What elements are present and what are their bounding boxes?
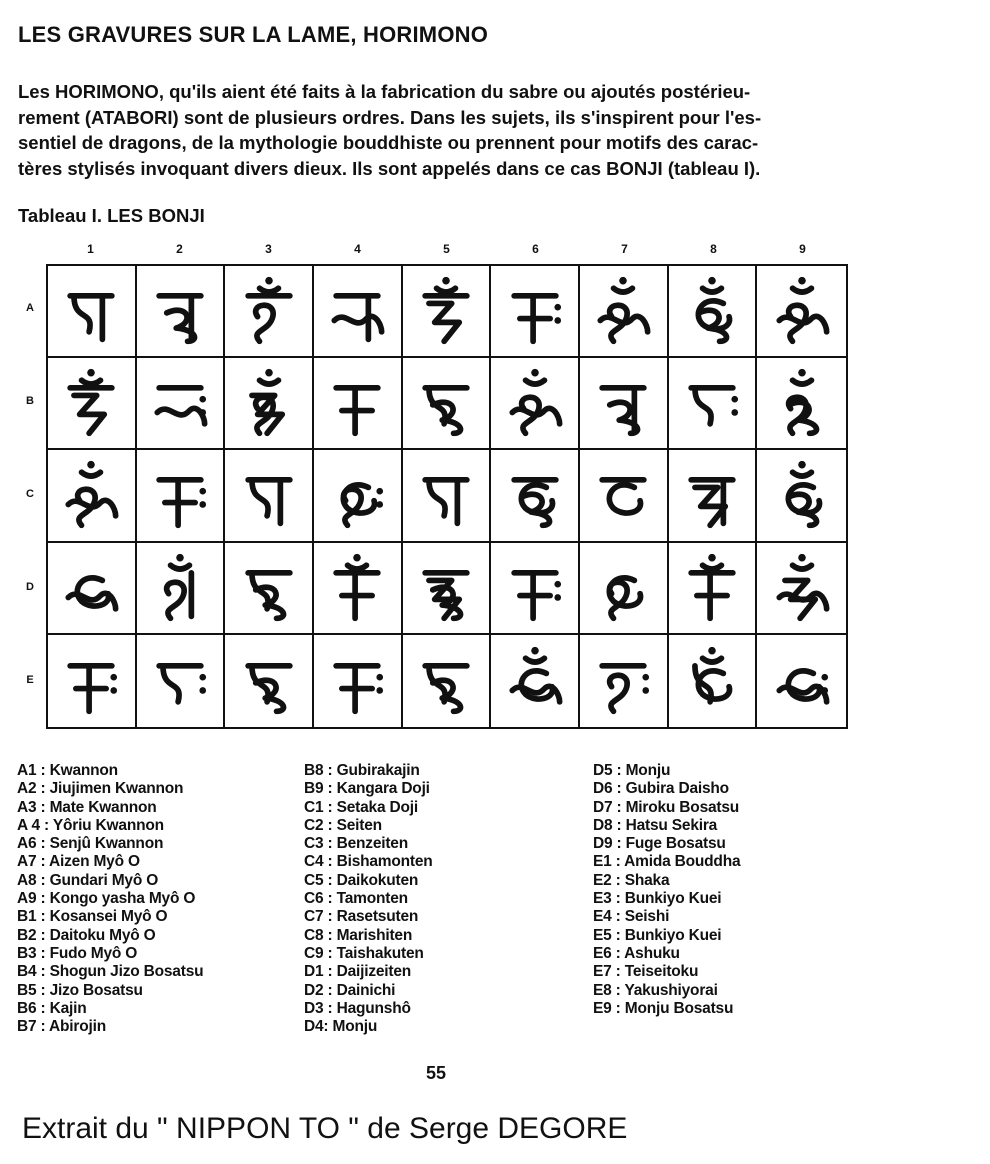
bonji-glyph-icon [237, 552, 301, 624]
bonji-cell-B5 [403, 358, 492, 450]
legend-entry: A2 : Jiujimen Kwannon [17, 780, 184, 798]
legend-entry: B1 : Kosansei Myô O [17, 908, 168, 926]
row-label: E [26, 674, 34, 686]
page-number: 55 [426, 1063, 447, 1083]
bonji-glyph-icon [503, 275, 567, 347]
bonji-glyph-icon [591, 459, 655, 531]
bonji-cell-A1 [48, 266, 137, 358]
column-label: 1 [87, 242, 94, 256]
bonji-cell-B1 [48, 358, 137, 450]
bonji-glyph-icon [414, 645, 478, 717]
bonji-cell-D6 [491, 543, 580, 635]
bonji-glyph-icon [680, 275, 744, 347]
bonji-glyph-icon [237, 367, 301, 439]
bonji-glyph-icon [237, 459, 301, 531]
bonji-glyph-icon [414, 275, 478, 347]
bonji-cell-D1 [48, 543, 137, 635]
bonji-cell-E6 [491, 635, 580, 727]
column-label: 5 [443, 242, 450, 256]
bonji-glyph-icon [591, 367, 655, 439]
bonji-glyph-icon [770, 367, 834, 439]
legend-column [593, 762, 740, 1018]
legend-entry: C3 : Benzeiten [304, 835, 408, 853]
bonji-glyph-icon [414, 552, 478, 624]
bonji-cell-E4 [314, 635, 403, 727]
legend-entry: B4 : Shogun Jizo Bosatsu [17, 963, 204, 981]
bonji-cell-B9 [757, 358, 846, 450]
legend-entry: D2 : Dainichi [304, 981, 396, 999]
bonji-glyph-icon [770, 645, 834, 717]
legend-entry: B9 : Kangara Doji [304, 780, 430, 798]
legend-entry: C7 : Rasetsuten [304, 908, 419, 926]
legend-entry: E8 : Yakushiyorai [593, 981, 718, 999]
legend-entry: E6 : Ashuku [593, 944, 680, 962]
bonji-cell-D7 [580, 543, 669, 635]
legend-entry: C5 : Daikokuten [304, 871, 419, 889]
bonji-cell-C2 [137, 450, 226, 542]
bonji-glyph-icon [680, 459, 744, 531]
bonji-glyph-icon [148, 367, 212, 439]
legend-entry: D3 : Hagunshô [304, 999, 411, 1017]
bonji-cell-C9 [757, 450, 846, 542]
legend-entry: C2 : Seiten [304, 816, 382, 834]
column-label: 9 [799, 242, 806, 256]
bonji-glyph-icon [59, 645, 123, 717]
bonji-cell-A9 [757, 266, 846, 358]
legend-entry: D4: Monju [304, 1018, 378, 1036]
column-label: 2 [176, 242, 183, 256]
bonji-cell-D2 [137, 543, 226, 635]
bonji-cell-D9 [757, 543, 846, 635]
legend-entry: D9 : Fuge Bosatsu [593, 835, 726, 853]
legend-entry: C8 : Marishiten [304, 926, 413, 944]
legend-entry: B8 : Gubirakajin [304, 762, 420, 779]
bonji-glyph-icon [680, 645, 744, 717]
bonji-glyph-icon [148, 459, 212, 531]
legend-entry: B2 : Daitoku Myô O [17, 926, 156, 944]
row-label: C [26, 488, 34, 500]
bonji-cell-D4 [314, 543, 403, 635]
bonji-glyph-icon [59, 275, 123, 347]
bonji-cell-D3 [225, 543, 314, 635]
legend-entry: D5 : Monju [593, 762, 671, 779]
legend-entry: E4 : Seishi [593, 908, 670, 926]
bonji-cell-C7 [580, 450, 669, 542]
bonji-glyph-icon [325, 645, 389, 717]
legend-entry: C1 : Setaka Doji [304, 798, 418, 816]
bonji-glyph-icon [770, 459, 834, 531]
row-label: A [26, 302, 34, 314]
column-label: 6 [532, 242, 539, 256]
legend-entry: C4 : Bishamonten [304, 853, 433, 871]
bonji-glyph-icon [770, 552, 834, 624]
bonji-cell-C1 [48, 450, 137, 542]
intro-line: tères stylisés invoquant divers dieux. Ils sont appelés dans ce cas BONJI (tableau I). [18, 157, 761, 179]
bonji-glyph-icon [414, 367, 478, 439]
intro-paragraph [18, 79, 863, 181]
bonji-glyph-icon [237, 275, 301, 347]
bonji-glyph-icon [237, 645, 301, 717]
bonji-cell-C3 [225, 450, 314, 542]
bonji-cell-C4 [314, 450, 403, 542]
bonji-glyph-icon [148, 275, 212, 347]
legend-entry: E7 : Teiseitoku [593, 963, 699, 981]
bonji-glyph-icon [59, 367, 123, 439]
bonji-cell-D5 [403, 543, 492, 635]
bonji-table [46, 264, 848, 729]
legend-entry: D6 : Gubira Daisho [593, 780, 729, 798]
page-title: LES GRAVURES SUR LA LAME, HORIMONO [18, 22, 489, 47]
row-label: B [26, 395, 34, 407]
bonji-cell-B4 [314, 358, 403, 450]
legend-entry: A9 : Kongo yasha Myô O [17, 890, 196, 908]
legend-entry: B6 : Kajin [17, 999, 87, 1017]
bonji-glyph-icon [414, 459, 478, 531]
bonji-glyph-icon [59, 459, 123, 531]
column-label: 7 [621, 242, 628, 256]
bonji-glyph-icon [680, 552, 744, 624]
bonji-cell-A3 [225, 266, 314, 358]
bonji-cell-C8 [669, 450, 758, 542]
row-label: D [26, 581, 34, 593]
bonji-glyph-icon [148, 645, 212, 717]
legend-entry: C9 : Taishakuten [304, 944, 424, 962]
legend-entry: A8 : Gundari Myô O [17, 871, 159, 889]
bonji-glyph-icon [591, 275, 655, 347]
bonji-cell-D8 [669, 543, 758, 635]
column-label: 8 [710, 242, 717, 256]
legend-column [17, 762, 203, 1036]
intro-line: rement (ATABORI) sont de plusieurs ordres. Dans les sujets, ils s'inspirent pour l'es- [18, 106, 762, 128]
source-credit: Extrait du " NIPPON TO " de Serge DEGORE [22, 1112, 628, 1145]
bonji-glyph-icon [503, 367, 567, 439]
bonji-glyph-icon [591, 645, 655, 717]
bonji-cell-A8 [669, 266, 758, 358]
bonji-cell-E8 [669, 635, 758, 727]
intro-line: Les HORIMONO, qu'ils aient été faits à la fabrication du sabre ou ajoutés postérieu- [18, 81, 751, 102]
bonji-cell-C6 [491, 450, 580, 542]
legend-entry: A7 : Aizen Myô O [17, 853, 140, 871]
legend-entry: D8 : Hatsu Sekira [593, 816, 718, 834]
bonji-glyph-icon [680, 367, 744, 439]
bonji-cell-E2 [137, 635, 226, 727]
legend-entry: E1 : Amida Bouddha [593, 853, 741, 871]
bonji-cell-A2 [137, 266, 226, 358]
legend-entry: D7 : Miroku Bosatsu [593, 798, 740, 816]
legend-entry: D1 : Daijizeiten [304, 963, 412, 981]
legend-entry: E2 : Shaka [593, 871, 670, 889]
legend-entry: B7 : Abirojin [17, 1018, 106, 1036]
bonji-glyph-icon [325, 275, 389, 347]
bonji-glyph-icon [325, 367, 389, 439]
bonji-glyph-icon [325, 459, 389, 531]
column-label: 3 [265, 242, 272, 256]
legend-entry: B3 : Fudo Myô O [17, 944, 138, 962]
bonji-glyph-icon [503, 645, 567, 717]
bonji-glyph-icon [503, 552, 567, 624]
bonji-cell-B6 [491, 358, 580, 450]
legend-column [304, 762, 433, 1036]
legend-entry: A3 : Mate Kwannon [17, 798, 157, 816]
legend-entry: C6 : Tamonten [304, 890, 408, 908]
bonji-cell-A5 [403, 266, 492, 358]
bonji-cell-C5 [403, 450, 492, 542]
legend-entry: A1 : Kwannon [17, 762, 118, 779]
bonji-cell-A7 [580, 266, 669, 358]
legend-entry: E5 : Bunkiyo Kuei [593, 926, 722, 944]
bonji-cell-E3 [225, 635, 314, 727]
table-title: Tableau I. LES BONJI [18, 205, 205, 226]
bonji-glyph-icon [591, 552, 655, 624]
intro-line: sentiel de dragons, de la mythologie bouddhiste ou prennent pour motifs des carac- [18, 132, 759, 153]
bonji-cell-B7 [580, 358, 669, 450]
bonji-cell-B2 [137, 358, 226, 450]
legend-entry: E3 : Bunkiyo Kuei [593, 890, 722, 908]
bonji-glyph-icon [770, 275, 834, 347]
bonji-cell-E9 [757, 635, 846, 727]
legend-entry: A6 : Senjû Kwannon [17, 835, 164, 853]
legend-entry: E9 : Monju Bosatsu [593, 999, 734, 1017]
bonji-cell-E5 [403, 635, 492, 727]
bonji-cell-E1 [48, 635, 137, 727]
bonji-glyph-icon [148, 552, 212, 624]
legend-entry: B5 : Jizo Bosatsu [17, 981, 143, 999]
bonji-cell-B3 [225, 358, 314, 450]
bonji-glyph-icon [59, 552, 123, 624]
bonji-cell-E7 [580, 635, 669, 727]
bonji-cell-A4 [314, 266, 403, 358]
column-label: 4 [354, 242, 361, 256]
bonji-glyph-icon [325, 552, 389, 624]
bonji-cell-A6 [491, 266, 580, 358]
bonji-glyph-icon [503, 459, 567, 531]
bonji-cell-B8 [669, 358, 758, 450]
legend-entry: A 4 : Yôriu Kwannon [17, 816, 164, 834]
